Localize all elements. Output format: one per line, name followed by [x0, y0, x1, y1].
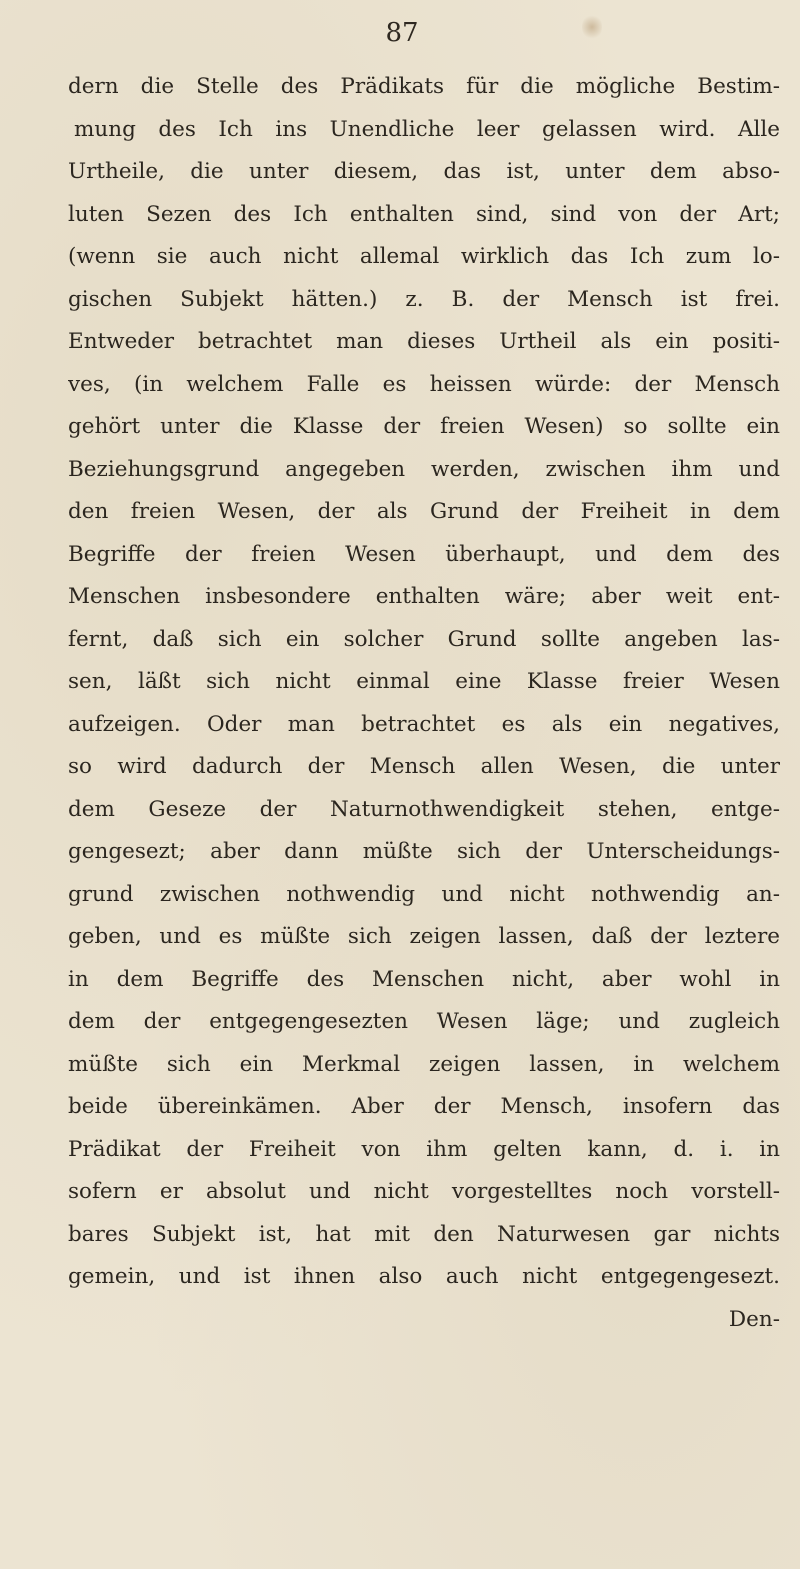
text-line-17: so wird dadurch der Mensch allen Wesen, die unter [68, 754, 780, 779]
text-line-21: geben, und es müßte sich zeigen lassen, daß der leztere [68, 924, 780, 949]
text-line-2: mung des Ich ins Unendliche leer gelassen wird. Alle [74, 116, 780, 142]
text-line-6: gischen Subjekt hätten.) z. B. der Mensch ist frei. [68, 286, 780, 312]
text-line-23: dem der entgegengesezten Wesen läge; und zugleich [68, 1009, 780, 1034]
text-line-19: gengesezt; aber dann müßte sich der Unterscheidungs- [68, 839, 780, 864]
body-text [68, 66, 780, 1341]
text-line-1: dern die Stelle des Prädikats für die mögliche Bestim- [68, 74, 780, 99]
text-line-16: aufzeigen. Oder man betrachtet es als ein negatives, [68, 711, 780, 737]
text-line-26: Prädikat der Freiheit von ihm gelten kann, d. i. in [68, 1136, 780, 1162]
paper-stain [582, 14, 602, 40]
text-line-13: Menschen insbesondere enthalten wäre; aber weit ent- [68, 584, 780, 609]
text-line-9: gehört unter die Klasse der freien Wesen) so sollte ein [68, 414, 780, 439]
catchword: Den- [728, 1306, 780, 1332]
text-line-14: fernt, daß sich ein solcher Grund sollte angeben las- [68, 626, 780, 652]
text-line-25: beide übereinkämen. Aber der Mensch, insofern das [68, 1094, 780, 1119]
text-line-18: dem Geseze der Naturnothwendigkeit stehen, entge- [68, 796, 780, 822]
text-line-11: den freien Wesen, der als Grund der Freiheit in dem [68, 499, 780, 524]
text-line-4: luten Sezen des Ich enthalten sind, sind von der Art; [68, 201, 780, 227]
text-line-15: sen, läßt sich nicht einmal eine Klasse freier Wesen [68, 669, 780, 694]
text-line-20: grund zwischen nothwendig und nicht nothwendig an- [68, 881, 780, 907]
text-line-3: Urtheile, die unter diesem, das ist, unter dem abso- [68, 159, 780, 184]
text-line-27: sofern er absolut und nicht vorgestelltes noch vorstell- [68, 1179, 780, 1204]
text-line-7: Entweder betrachtet man dieses Urtheil als ein positi- [68, 329, 780, 354]
text-line-10: Beziehungsgrund angegeben werden, zwischen ihm und [68, 456, 780, 482]
page-number: 87 [385, 18, 419, 48]
text-line-28: bares Subjekt ist, hat mit den Naturwesen gar nichts [68, 1221, 780, 1247]
text-line-22: in dem Begriffe des Menschen nicht, aber wohl in [68, 966, 780, 992]
text-line-8: ves, (in welchem Falle es heissen würde: der Mensch [68, 371, 780, 397]
text-line-29: gemein, und ist ihnen also auch nicht entgegengesezt. [68, 1264, 780, 1289]
text-line-24: müßte sich ein Merkmal zeigen lassen, in welchem [68, 1051, 780, 1077]
text-line-5: (wenn sie auch nicht allemal wirklich das Ich zum lo- [68, 244, 780, 269]
text-line-12: Begriffe der freien Wesen überhaupt, und dem des [68, 541, 780, 567]
